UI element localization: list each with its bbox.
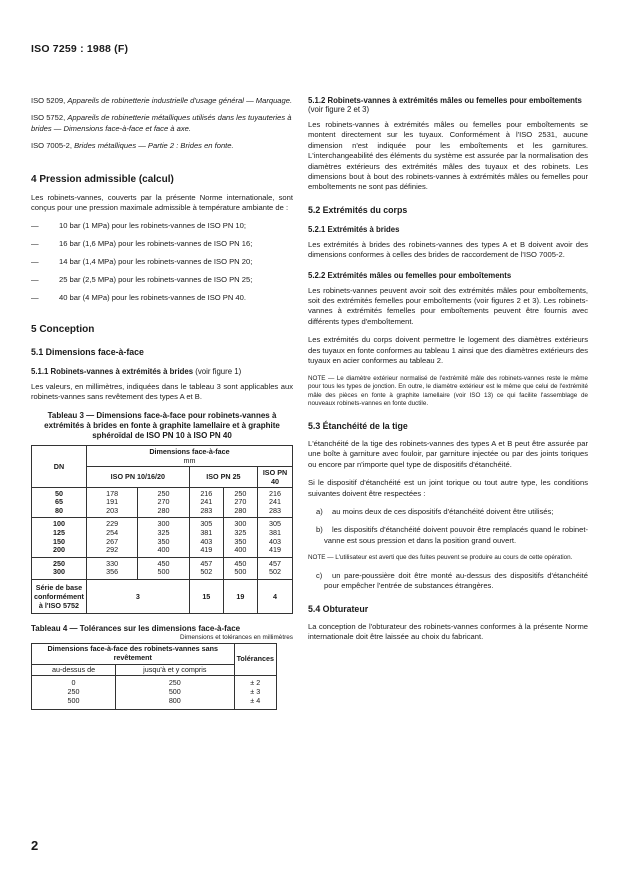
table-cell: 502 bbox=[258, 568, 293, 579]
section-4-heading: 4 Pression admissible (calcul) bbox=[31, 173, 174, 185]
table-cell: 229 bbox=[86, 518, 137, 529]
list-item-text: 10 bar (1 MPa) pour les robinets-vannes de ISO PN 10; bbox=[59, 221, 246, 231]
list-item bbox=[31, 257, 293, 267]
table-cell: 325 bbox=[223, 529, 257, 538]
section-5-3-heading: 5.3 Étanchéité de la tige bbox=[308, 420, 408, 431]
dash: — bbox=[31, 239, 39, 249]
table-cell: 250 bbox=[32, 688, 116, 697]
heading-text: 5.1.2 Robinets-vannes à extrémités mâles ou femelles pour emboîtements bbox=[308, 96, 582, 105]
table-row bbox=[32, 507, 293, 518]
section-5-3-note: NOTE — L'utilisateur est averti que des fuites peuvent se produire au cours de cette opération. bbox=[308, 554, 573, 562]
table-4-body bbox=[32, 676, 277, 709]
table-cell: 270 bbox=[223, 498, 257, 507]
cell-dn: 80 bbox=[32, 507, 87, 518]
table-cell: 457 bbox=[258, 557, 293, 568]
table-cell: 191 bbox=[86, 498, 137, 507]
cell-dn: 250 bbox=[32, 557, 87, 568]
col-header-group bbox=[86, 445, 292, 466]
table-cell: 800 bbox=[116, 697, 234, 709]
reference-iso7005 bbox=[31, 141, 293, 151]
table-cell: 419 bbox=[189, 546, 223, 557]
table-cell: 203 bbox=[86, 507, 137, 518]
table-row bbox=[32, 568, 293, 579]
dash: — bbox=[31, 275, 39, 285]
section-5-heading: 5 Conception bbox=[31, 323, 95, 335]
dash: — bbox=[31, 257, 39, 267]
table-cell: 500 bbox=[32, 697, 116, 709]
table-cell: 267 bbox=[86, 538, 137, 547]
table-cell: 457 bbox=[189, 557, 223, 568]
table-cell: 216 bbox=[258, 487, 293, 498]
heading-text: 5.1.1 Robinets-vannes à extrémités à brides bbox=[31, 366, 194, 376]
dash: — bbox=[31, 293, 39, 303]
table-cell: 350 bbox=[138, 538, 189, 547]
col-header-dn: DN bbox=[32, 445, 87, 487]
dash: — bbox=[31, 221, 39, 231]
col-header-pn40: ISO PN 40 bbox=[258, 466, 293, 487]
table-cell: 283 bbox=[258, 507, 293, 518]
table-4 bbox=[31, 643, 277, 710]
table-cell: 305 bbox=[258, 518, 293, 529]
table-cell: 450 bbox=[138, 557, 189, 568]
table-cell: 0 bbox=[32, 676, 116, 688]
right-column bbox=[308, 96, 588, 650]
table-cell: 325 bbox=[138, 529, 189, 538]
list-label: a) bbox=[316, 506, 323, 516]
section-5-2-2-text-2: Les extrémités du corps doivent permettre le logement des diamètres extérieurs des tuyaux en fonte conformes au tableau 1 ainsi que des diamètres extérieurs des tuyaux en acier conformes au tableau 2. bbox=[308, 335, 588, 366]
table-cell: 350 bbox=[223, 538, 257, 547]
ref-code: ISO 5752, bbox=[31, 113, 66, 123]
list-item-text: un pare-poussière doit être monté au-dessus des dispositifs d'étanchéité pour empêcher l'entrée de substances étrangères. bbox=[324, 570, 588, 591]
col-header-to: jusqu'à et y compris bbox=[116, 664, 234, 676]
table-cell: 241 bbox=[189, 498, 223, 507]
section-5-2-2-note: NOTE — Le diamètre extérieur normalisé de l'extrémité mâle des robinets-vannes reste le même pour tous les types de jonction. En outre, le diamètre extérieur est le même que celui de l'extrémité mâle des pièces en fonte à graphite lamellaire (voir ISO 13) ce qui facilite l'assemblage de nouveaux robinets-vannes en fonte ductile. bbox=[308, 374, 588, 408]
list-item-text: 16 bar (1,6 MPa) pour les robinets-vannes de ISO PN 16; bbox=[59, 239, 253, 249]
ref-code: ISO 5209, bbox=[31, 96, 66, 105]
cell-dn: 125 bbox=[32, 529, 87, 538]
group-unit: mm bbox=[183, 455, 196, 465]
table-4-caption: Tableau 4 — Tolérances sur les dimensions face-à-face bbox=[31, 624, 241, 633]
list-label: c) bbox=[316, 570, 323, 580]
table-cell: 250 bbox=[223, 487, 257, 498]
cell-dn: 50 bbox=[32, 487, 87, 498]
table-cell: 300 bbox=[138, 518, 189, 529]
table-row-series bbox=[32, 580, 293, 614]
heading-ref: (voir figure 2 et 3) bbox=[308, 105, 370, 114]
left-column bbox=[31, 96, 293, 710]
table-cell: 283 bbox=[189, 507, 223, 518]
section-5-2-2-text-1: Les robinets-vannes peuvent avoir soit des extrémités mâles pour emboîtements, soit des extrémités femelles pour emboîtements (voir figures 2 et 3). Les robinets-vannes à extrémités femelles pour emboîtements peuvent être fournis avec différents types d'emboîtement. bbox=[308, 285, 588, 326]
table-cell: 381 bbox=[258, 529, 293, 538]
section-5-1-heading: 5.1 Dimensions face-à-face bbox=[31, 346, 144, 357]
cell-dn: 65 bbox=[32, 498, 87, 507]
table-cell: 178 bbox=[86, 487, 137, 498]
section-5-2-2-heading: 5.2.2 Extrémités mâles ou femelles pour emboîtements bbox=[308, 270, 512, 280]
ref-title: Brides métalliques — Partie 2 : Brides en fonte. bbox=[74, 141, 234, 151]
section-5-3-text-1: L'étanchéité de la tige des robinets-vannes des types A et B peut être assurée par une boîte à garniture avec fouloir, par garniture injectée ou par des joints toriques ou encore par n'importe quel type de dispositifs d'étanchéité. bbox=[308, 438, 588, 469]
section-5-4-heading: 5.4 Obturateur bbox=[308, 603, 369, 614]
table-cell: 254 bbox=[86, 529, 137, 538]
table-cell: 403 bbox=[189, 538, 223, 547]
cell-dn: 300 bbox=[32, 568, 87, 579]
section-5-1-2-heading bbox=[308, 96, 588, 114]
list-item-text: 40 bar (4 MPa) pour les robinets-vannes de ISO PN 40. bbox=[59, 293, 246, 303]
list-item-text: les dispositifs d'étanchéité doivent pouvoir être remplacés quand le robinet-vanne est sous pression et dans la position grand ouvert. bbox=[324, 525, 588, 545]
table-cell: 250 bbox=[116, 676, 234, 688]
table-row bbox=[32, 546, 293, 557]
series-value: 4 bbox=[258, 580, 293, 614]
table-row bbox=[32, 697, 277, 709]
table-4-unit: Dimensions et tolérances en millimètres bbox=[180, 634, 293, 641]
section-5-4-text: La conception de l'obturateur des robinets-vannes conformes à la présente Norme internationale doit être laissée au choix du fabricant. bbox=[308, 621, 588, 641]
list-item bbox=[31, 293, 293, 303]
section-5-3-text-2: Si le dispositif d'étanchéité est un joint torique ou tout autre type, les conditions suivantes doivent être respectées : bbox=[308, 478, 588, 498]
section-5-1-1-heading bbox=[31, 367, 293, 376]
col-header-from: au-dessus de bbox=[32, 664, 116, 676]
section-4-intro: Les robinets-vannes, couverts par la présente Norme internationale, sont conçus pour une pression maximale admissible à température ambiante de : bbox=[31, 192, 293, 213]
table-cell: 450 bbox=[223, 557, 257, 568]
page-header: ISO 7259 : 1988 (F) bbox=[31, 43, 129, 55]
col-header-pn10: ISO PN 10/16/20 bbox=[86, 466, 189, 487]
table-cell: 500 bbox=[223, 568, 257, 579]
section-5-2-heading: 5.2 Extrémités du corps bbox=[308, 204, 408, 215]
heading-ref: (voir figure 1) bbox=[195, 366, 242, 376]
list-item-c bbox=[308, 571, 588, 592]
table-cell: 280 bbox=[223, 507, 257, 518]
page-number: 2 bbox=[31, 838, 39, 853]
table-cell: ± 3 bbox=[234, 688, 276, 697]
pressure-list bbox=[31, 221, 293, 303]
ref-title: Appareils de robinetterie métalliques utilisés dans les tuyauteries à brides — Dimensions face-à-face et face à axe. bbox=[31, 113, 292, 133]
section-5-2-1-text: Les extrémités à brides des robinets-vannes des types A et B doivent avoir des dimensions conformes à celles des brides de raccordement de l'ISO 7005-2. bbox=[308, 239, 588, 260]
cell-dn: 200 bbox=[32, 546, 87, 557]
list-label: b) bbox=[316, 525, 323, 535]
table-cell: 419 bbox=[258, 546, 293, 557]
list-item bbox=[31, 275, 293, 285]
ref-title: Appareils de robinetterie industrielle d'usage général — Marquage. bbox=[67, 96, 293, 105]
col-header-tolerances: Tolérances bbox=[234, 644, 276, 676]
table-cell: 305 bbox=[189, 518, 223, 529]
section-5-1-1-text: Les valeurs, en millimètres, indiquées dans le tableau 3 sont applicables aux robinets-vannes sans revêtement des types A et B. bbox=[31, 381, 293, 402]
table-cell: 330 bbox=[86, 557, 137, 568]
table-cell: 356 bbox=[86, 568, 137, 579]
cell-dn: 150 bbox=[32, 538, 87, 547]
col-header-dimensions: Dimensions face-à-face des robinets-vannes sans revêtement bbox=[32, 644, 235, 665]
section-5-2-1-heading: 5.2.1 Extrémités à brides bbox=[308, 224, 400, 234]
list-item-a bbox=[308, 507, 588, 517]
table-cell: 241 bbox=[258, 498, 293, 507]
table-cell: 300 bbox=[223, 518, 257, 529]
ref-code: ISO 7005-2, bbox=[31, 141, 72, 151]
table-cell: 292 bbox=[86, 546, 137, 557]
series-value: 19 bbox=[223, 580, 257, 614]
table-cell: 280 bbox=[138, 507, 189, 518]
table-cell: 500 bbox=[116, 688, 234, 697]
table-3 bbox=[31, 445, 293, 614]
group-title: Dimensions face-à-face bbox=[149, 446, 230, 456]
reference-iso5209 bbox=[31, 96, 293, 106]
table-cell: 500 bbox=[138, 568, 189, 579]
table-3-body bbox=[32, 487, 293, 579]
table-3-caption: Tableau 3 — Dimensions face-à-face pour robinets-vannes à extrémités à brides en fonte à graphite lamellaire et à graphite sphéroïdal de ISO PN 10 à ISO PN 40 bbox=[44, 410, 280, 440]
table-cell: ± 2 bbox=[234, 676, 276, 688]
list-item bbox=[31, 221, 293, 231]
table-cell: 400 bbox=[223, 546, 257, 557]
series-value: 3 bbox=[86, 580, 189, 614]
table-cell: 502 bbox=[189, 568, 223, 579]
table-cell: 270 bbox=[138, 498, 189, 507]
list-item-text: 25 bar (2,5 MPa) pour les robinets-vannes de ISO PN 25; bbox=[59, 275, 253, 285]
table-cell: ± 4 bbox=[234, 697, 276, 709]
list-item-text: 14 bar (1,4 MPa) pour les robinets-vannes de ISO PN 20; bbox=[59, 257, 253, 267]
list-item bbox=[31, 239, 293, 249]
list-item-text: au moins deux de ces dispositifs d'étanchéité doivent être utilisés; bbox=[332, 506, 554, 516]
table-cell: 250 bbox=[138, 487, 189, 498]
table-cell: 381 bbox=[189, 529, 223, 538]
table-cell: 400 bbox=[138, 546, 189, 557]
series-value: 15 bbox=[189, 580, 223, 614]
table-cell: 403 bbox=[258, 538, 293, 547]
table-cell: 216 bbox=[189, 487, 223, 498]
reference-iso5752 bbox=[31, 113, 293, 134]
col-header-pn25: ISO PN 25 bbox=[189, 466, 257, 487]
cell-dn: 100 bbox=[32, 518, 87, 529]
section-5-1-2-text: Les robinets-vannes à extrémités mâles ou femelles pour emboîtements se montent directement sur les tuyaux. Conformément à l'ISO 2531, aucune dimension n'est indiquée pour les emboîtements et les garnitures. L'interchangeabilité des éléments du système est assurée par la normalisation des diamètres extérieurs des extrémités mâles des tuyaux et des robinets. Les dimensions bout à bout des robinets-vannes à extrémités mâles ou femelles pour emboîtements ne sont pas définies. bbox=[308, 120, 588, 192]
series-label: Série de base conformément à l'ISO 5752 bbox=[32, 580, 87, 614]
list-item-b bbox=[308, 525, 588, 546]
